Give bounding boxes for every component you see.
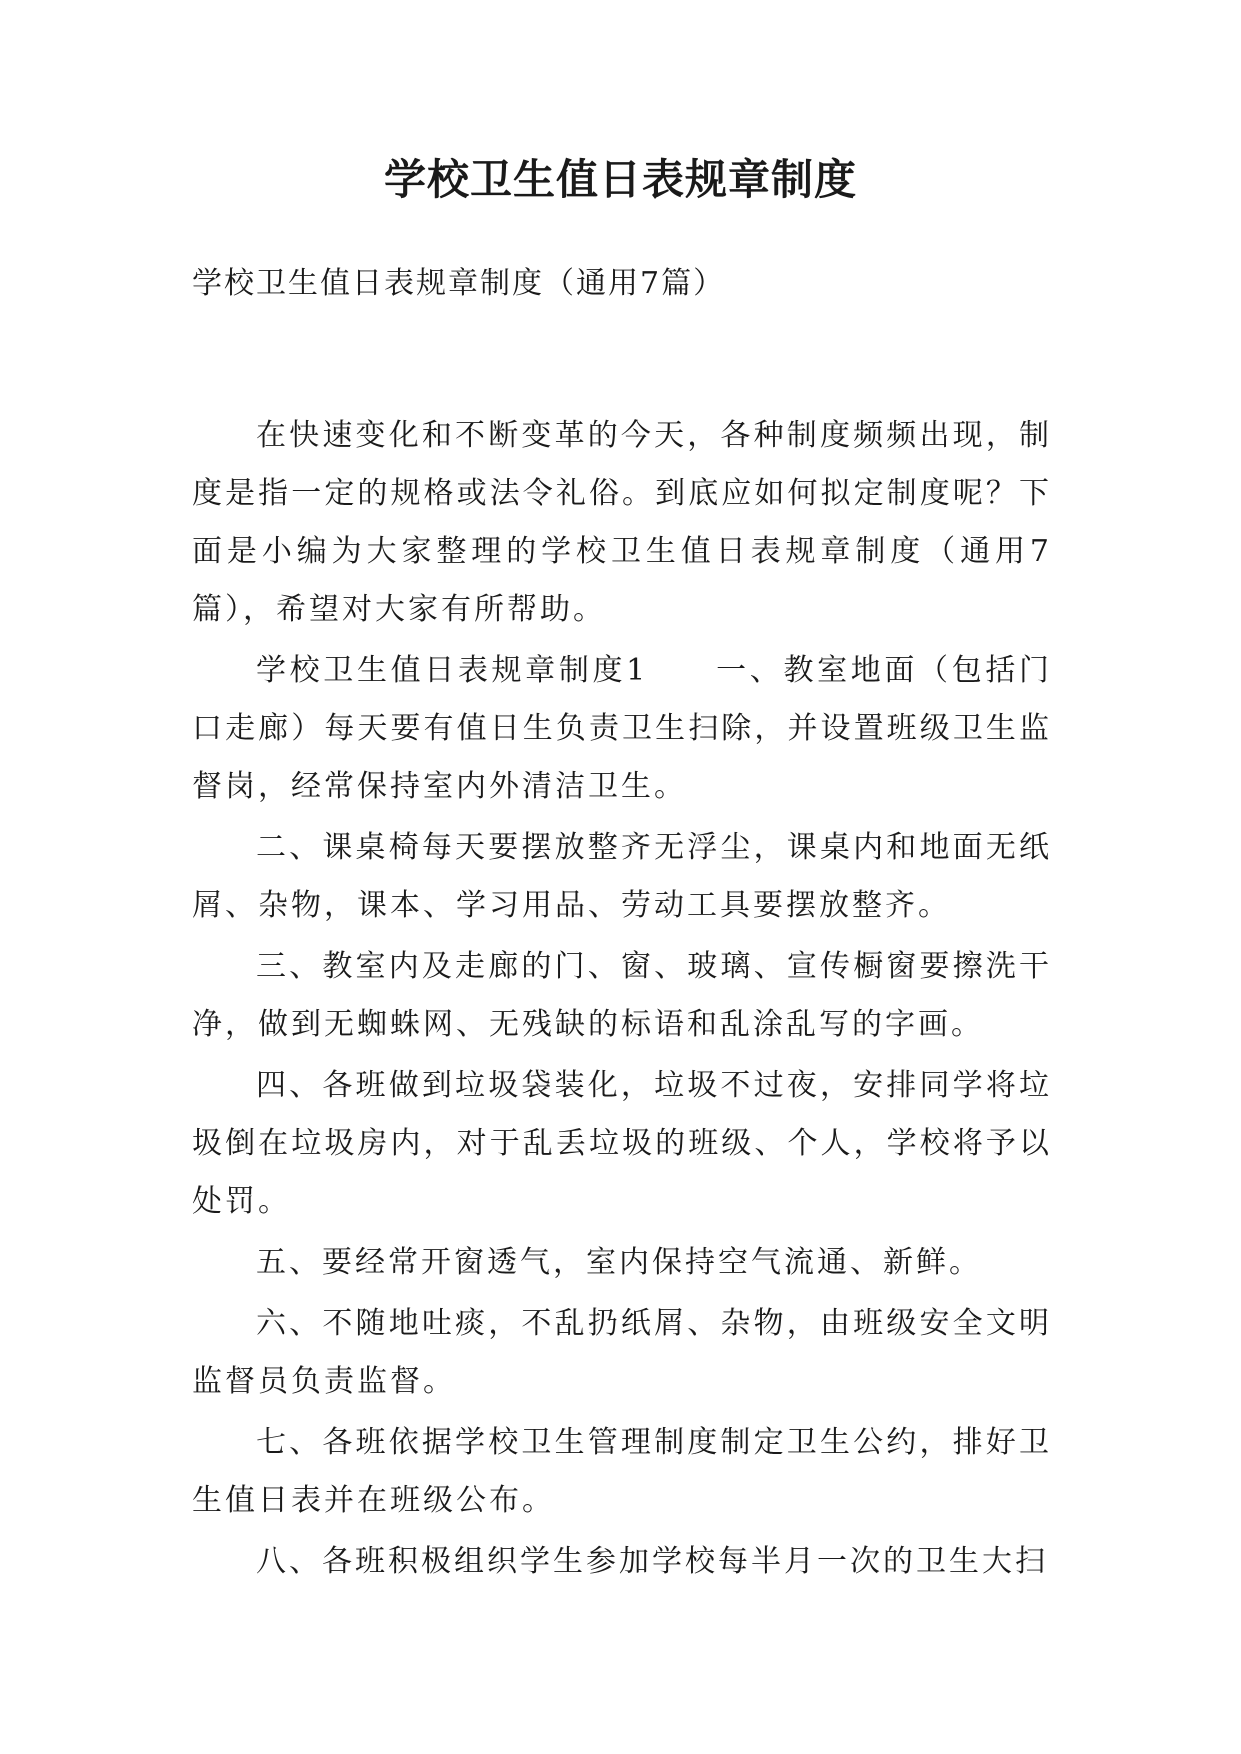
rule-paragraph-5: 五、要经常开窗透气，室内保持空气流通、新鲜。 [256,1245,982,1280]
rule-paragraph-1: 学校卫生值日表规章制度1 一、教室地面（包括门口走廊）每天要有值日生负责卫生扫除，并设置班级卫生监督岗，经常保持室内外清洁卫生。 [192,653,1052,804]
rule-paragraph-2: 二、课桌椅每天要摆放整齐无浮尘，课桌内和地面无纸屑、杂物，课本、学习用品、劳动工具要摆放整齐。 [192,830,1052,923]
intro-paragraph: 在快速变化和不断变革的今天，各种制度频频出现，制度是指一定的规格或法令礼俗。到底应如何拟定制度呢？下面是小编为大家整理的学校卫生值日表规章制度（通用7篇），希望对大家有所帮助。 [192,418,1052,627]
rule-paragraph-3: 三、教室内及走廊的门、窗、玻璃、宣传橱窗要擦洗干净，做到无蜘蛛网、无残缺的标语和乱涂乱写的字画。 [192,949,1052,1042]
rule-paragraph-4: 四、各班做到垃圾袋装化，垃圾不过夜，安排同学将垃圾倒在垃圾房内，对于乱丢垃圾的班级、个人，学校将予以处罚。 [192,1068,1052,1219]
document-body [192,407,1052,1594]
rule-paragraph-7: 七、各班依据学校卫生管理制度制定卫生公约，排好卫生值日表并在班级公布。 [192,1425,1052,1518]
document-subtitle: 学校卫生值日表规章制度（通用7篇） [192,266,726,301]
document-title: 学校卫生值日表规章制度 [383,155,857,204]
rule-paragraph-6: 六、不随地吐痰，不乱扔纸屑、杂物，由班级安全文明监督员负责监督。 [192,1306,1052,1399]
rule-paragraph-8: 八、各班积极组织学生参加学校每半月一次的卫生大扫 [256,1544,1048,1579]
